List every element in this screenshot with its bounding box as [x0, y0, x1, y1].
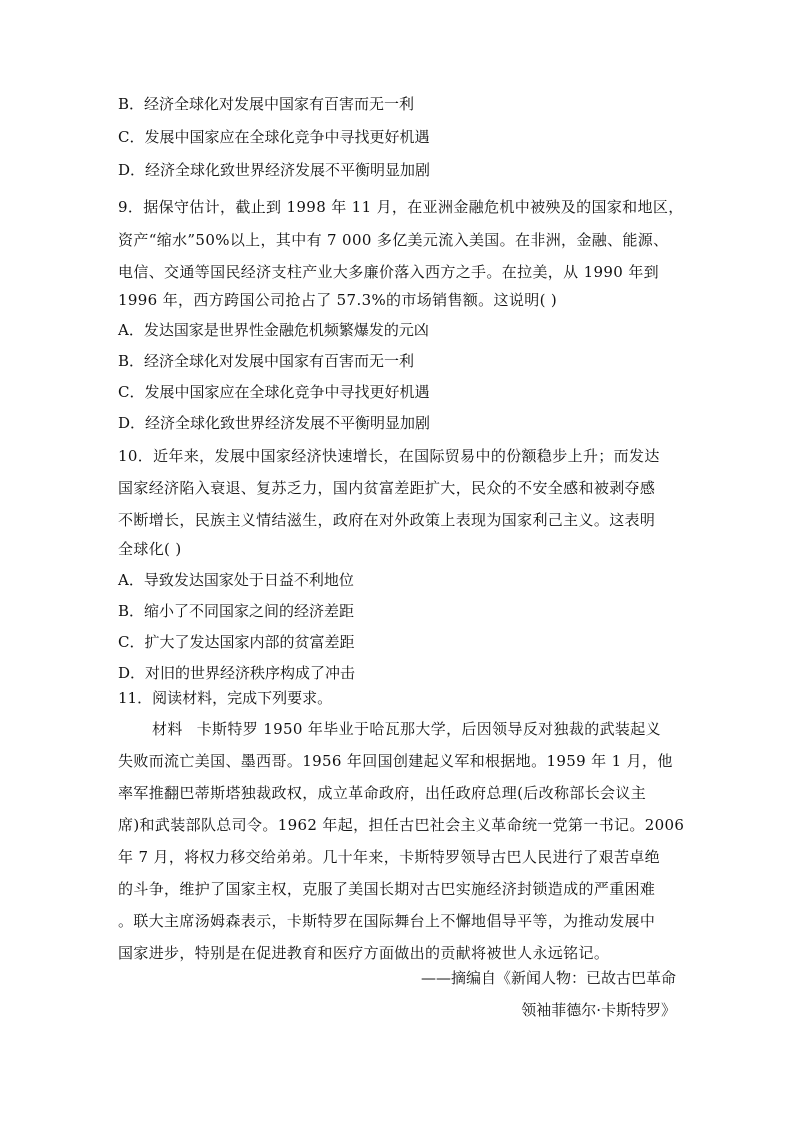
material-text: 卡斯特罗 1950 年毕业于哈瓦那大学，后因领导反对独裁的武装起义 [196, 720, 661, 738]
q9-stem-line: 资产“缩水”50%以上，其中有 7 000 多亿美元流入美国。在非洲，金融、能源、 [118, 231, 669, 249]
q9-option-d: D．经济全球化致世界经济发展不平衡明显加剧 [118, 414, 431, 432]
q11-material-line: 国家进步，特别是在促进教育和医疗方面做出的贡献将被世人永远铭记。 [118, 944, 610, 962]
q8-option-b: B．经济全球化对发展中国家有百害而无一利 [118, 95, 415, 113]
q11-material-line: 席)和武装部队总司令。1962 年起，担任古巴社会主义革命统一党第一书记。2006 [118, 816, 685, 834]
q10-option-d: D．对旧的世界经济秩序构成了冲击 [118, 664, 356, 682]
q11-material-first-line [152, 719, 678, 739]
q10-option-a: A．导致发达国家处于日益不利地位 [118, 571, 354, 589]
q11-material-line: 失败而流亡美国、墨西哥。1956 年回国创建起义军和根据地。1959 年 1 月，他 [118, 752, 673, 770]
q9-option-b: B．经济全球化对发展中国家有百害而无一利 [118, 352, 415, 370]
q9-stem-line: 电信、交通等国民经济支柱产业大多廉价落入西方之手。在拉美，从 1990 年到 [118, 263, 660, 281]
q11-material-line: 年 7 月，将权力移交给弟弟。几十年来，卡斯特罗领导古巴人民进行了艰苦卓绝 [118, 848, 661, 866]
q9-option-c: C．发展中国家应在全球化竞争中寻找更好机遇 [118, 383, 430, 401]
q9-stem-line: 1996 年，西方跨国公司抢占了 57.3%的市场销售额。这说明( ) [118, 291, 558, 309]
q11-stem: 11．阅读材料，完成下列要求。 [118, 689, 333, 707]
q11-material-line: 的斗争，维护了国家主权，克服了美国长期对古巴实施经济封锁造成的严重困难 [118, 880, 656, 898]
q8-option-c: C．发展中国家应在全球化竞争中寻找更好机遇 [118, 128, 430, 146]
q10-option-b: B．缩小了不同国家之间的经济差距 [118, 602, 355, 620]
q9-stem-line: 9．据保守估计，截止到 1998 年 11 月，在亚洲金融危机中被殃及的国家和地区， [118, 198, 684, 216]
q9-option-a: A．发达国家是世界性金融危机频繁爆发的元凶 [118, 321, 429, 339]
q11-source-line: ——摘编自《新闻人物：已故古巴革命 [420, 969, 676, 987]
q11-material-line: 率军推翻巴蒂斯塔独裁政权，成立革命政府，出任政府总理(后改称部长会议主 [118, 784, 647, 802]
q10-stem-line: 不断增长，民族主义情结滋生，政府在对外政策上表现为国家利己主义。这表明 [118, 511, 656, 529]
q11-material-line: 。联大主席汤姆森表示，卡斯特罗在国际舞台上不懈地倡导平等，为推动发展中 [118, 912, 656, 930]
material-label: 材料 [152, 720, 183, 738]
q8-option-d: D．经济全球化致世界经济发展不平衡明显加剧 [118, 161, 431, 179]
q11-source-line: 领袖菲德尔·卡斯特罗》 [521, 1001, 676, 1019]
q10-stem-line: 全球化( ) [118, 540, 182, 558]
q10-option-c: C．扩大了发达国家内部的贫富差距 [118, 633, 355, 651]
q10-stem-line: 国家经济陷入衰退、复苏乏力，国内贫富差距扩大，民众的不安全感和被剥夺感 [118, 479, 656, 497]
q10-stem-line: 10．近年来，发展中国家经济快速增长，在国际贸易中的份额稳步上升；而发达 [118, 447, 660, 465]
